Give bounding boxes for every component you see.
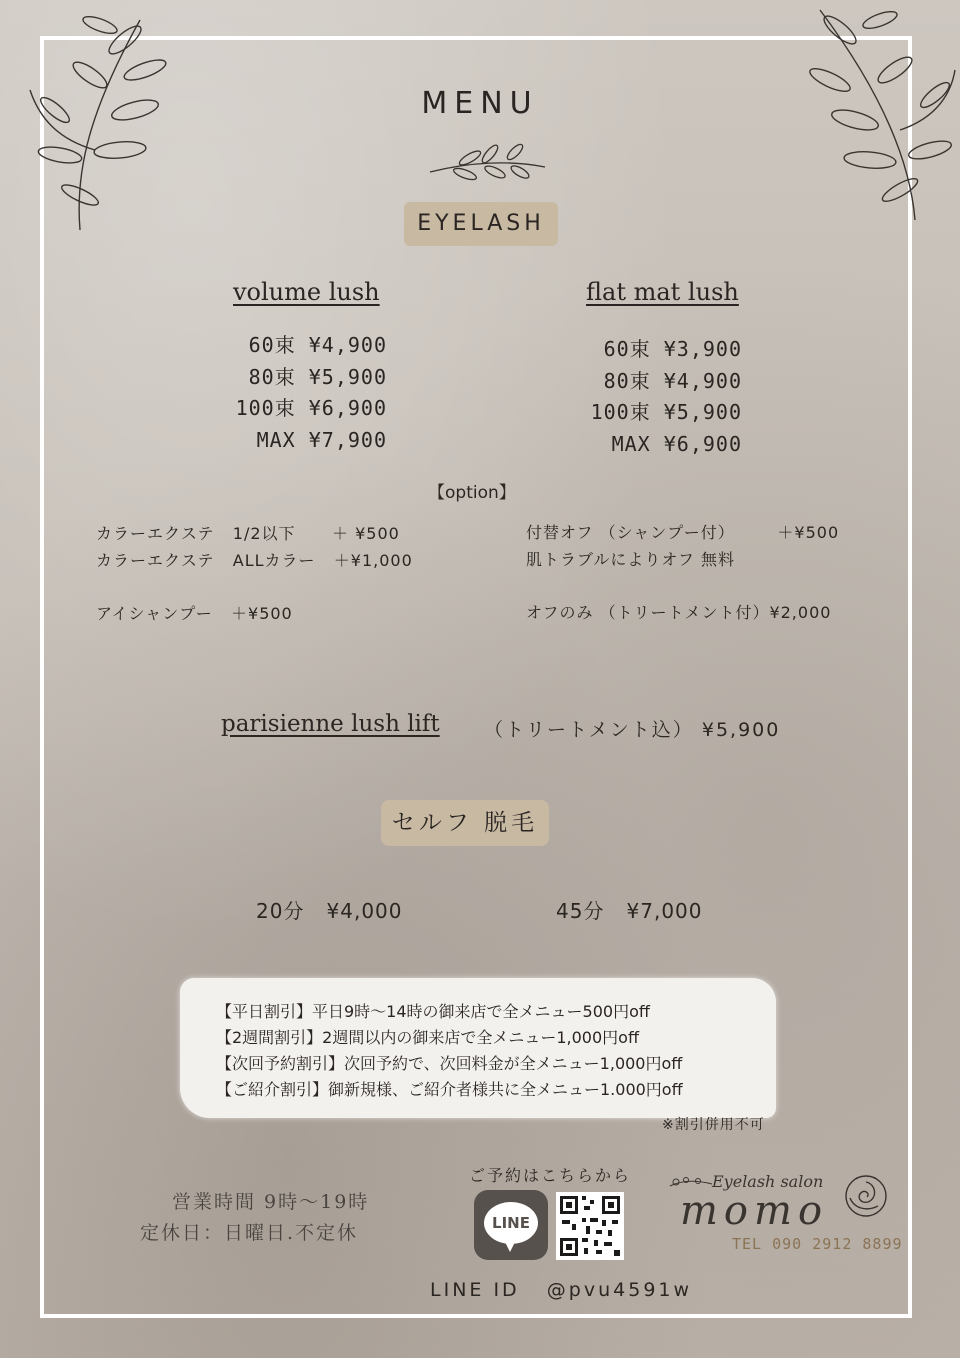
volume-price-80: 80束 ¥5,900 [248, 364, 387, 389]
sprig-divider-icon [420, 132, 550, 192]
flat-price-list [582, 334, 742, 460]
eyelash-section-label: EYELASH [404, 202, 558, 246]
discount-referral: 【ご紹介割引】御新規様、ご紹介者様共に全メニュー1.000円off [216, 1080, 683, 1099]
discount-box [180, 978, 776, 1118]
page-title: MENU [421, 86, 539, 121]
option-removal-only: オフのみ （トリートメント付）¥2,000 [526, 603, 832, 622]
line-app-icon[interactable] [474, 1190, 548, 1260]
flat-price-max: MAX ¥6,900 [611, 431, 742, 456]
parisienne-price: （トリートメント込） ¥5,900 [484, 719, 781, 741]
volume-price-60: 60束 ¥4,900 [248, 333, 387, 357]
flat-mat-lush-heading: flat mat lush [586, 278, 739, 306]
brand-logo-name: momo [680, 1188, 829, 1234]
option-eye-shampoo: アイシャンプー ＋¥500 [96, 604, 293, 623]
self-price-20: 20分 ¥4,000 [256, 899, 403, 923]
self-price-45: 45分 ¥7,000 [556, 899, 703, 923]
option-label: 【option】 [428, 483, 516, 503]
volume-price-list [227, 330, 387, 456]
brand-tel: TEL 090 2912 8899 [732, 1235, 903, 1253]
volume-price-100: 100束 ¥6,900 [235, 396, 387, 420]
closed-days: 定休日：日曜日.不定休 [140, 1222, 359, 1244]
rose-icon [842, 1172, 890, 1220]
flat-price-100: 100束 ¥5,900 [590, 400, 742, 424]
option-removal-with-shampoo: 付替オフ （シャンプー付） ＋¥500 [526, 523, 840, 542]
reservation-label: ご予約はこちらから [469, 1166, 632, 1185]
parisienne-heading: parisienne lush lift [221, 711, 440, 737]
discount-next-booking: 【次回予約割引】次回予約で、次回料金が全メニュー1,000円off [216, 1054, 683, 1073]
flat-price-80: 80束 ¥4,900 [603, 368, 742, 393]
discount-weekday: 【平日割引】平日9時〜14時の御来店で全メニュー500円off [216, 1002, 650, 1021]
option-color-all: カラーエクステ ALLカラー ＋¥1,000 [96, 551, 413, 570]
line-id: LINE ID @pvu4591w [430, 1279, 693, 1301]
business-hours: 営業時間 9時〜19時 [172, 1191, 370, 1213]
discount-two-weeks: 【2週間割引】2週間以内の御来店で全メニュー1,000円off [216, 1028, 639, 1047]
brand-subtitle: Eyelash salon [712, 1172, 824, 1191]
line-icon-text: LINE [492, 1214, 530, 1232]
flat-price-60: 60束 ¥3,900 [603, 337, 742, 361]
option-color-half: カラーエクステ 1/2以下 ＋ ¥500 [96, 524, 400, 543]
volume-lush-heading: volume lush [233, 278, 380, 306]
option-skin-trouble-removal: 肌トラブルによりオフ 無料 [526, 550, 735, 569]
volume-price-max: MAX ¥7,900 [256, 427, 387, 452]
self-removal-section-label: セルフ 脱毛 [381, 800, 549, 846]
discount-note: ※割引併用不可 [662, 1117, 765, 1133]
qr-code-icon[interactable] [556, 1192, 624, 1260]
